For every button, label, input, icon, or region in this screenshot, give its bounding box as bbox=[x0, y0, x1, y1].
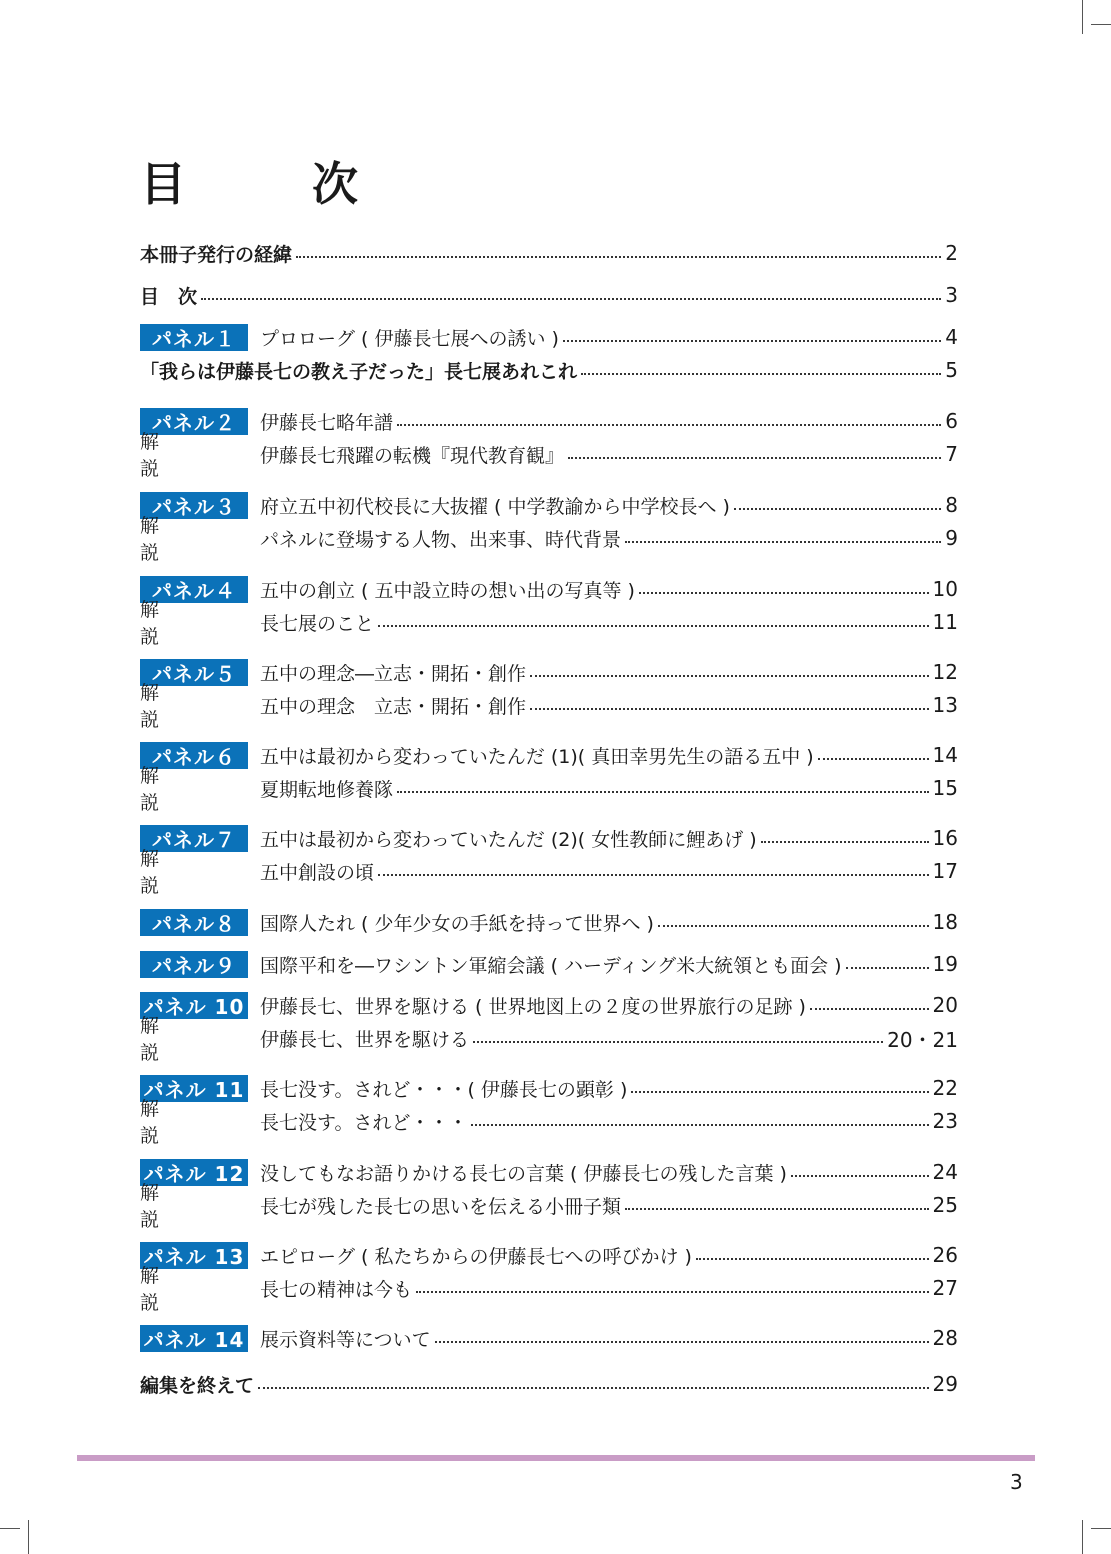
toc-entry-page: 18 bbox=[932, 910, 958, 934]
toc-entry-title: 五中の理念―立志・開拓・創作 bbox=[260, 662, 527, 685]
toc-entry[interactable] bbox=[140, 1157, 958, 1187]
kaisetsu-label: 解 説 bbox=[140, 431, 223, 480]
toc-entry-page: 5 bbox=[945, 358, 958, 382]
toc-entry[interactable] bbox=[140, 990, 958, 1020]
toc-entry-title: 国際平和を―ワシントン軍縮会議 ( ハーディング米大統領とも面会 ) bbox=[260, 954, 842, 977]
panel-badge: パネル８ bbox=[140, 909, 248, 936]
toc-entry[interactable] bbox=[140, 1240, 958, 1270]
toc-entry-title: 伊藤長七、世界を駆ける ( 世界地図上の２度の世界旅行の足跡 ) bbox=[260, 995, 806, 1018]
dot-leader bbox=[530, 708, 929, 710]
toc-entry[interactable] bbox=[140, 765, 958, 814]
toc-entry[interactable] bbox=[140, 1073, 958, 1103]
toc-entry-title: エピローグ ( 私たちからの伊藤長七への呼びかけ ) bbox=[260, 1245, 692, 1268]
toc-entry[interactable] bbox=[140, 848, 958, 897]
kaisetsu-label: 解 説 bbox=[140, 599, 223, 648]
toc-entry-title: 五中創設の頃 bbox=[260, 861, 375, 884]
toc-entry[interactable] bbox=[140, 490, 958, 520]
crop-mark bbox=[1082, 1520, 1083, 1554]
toc-entry-page: 15 bbox=[932, 776, 958, 800]
toc-entry-page: 25 bbox=[932, 1193, 958, 1217]
dot-leader bbox=[397, 791, 929, 793]
toc-entry[interactable] bbox=[140, 657, 958, 687]
panel-badge: パネル９ bbox=[140, 951, 248, 978]
toc-entry[interactable] bbox=[140, 431, 958, 480]
kaisetsu-label: 解 説 bbox=[140, 1015, 223, 1064]
toc-entry-title: 没してもなお語りかける長七の言葉 ( 伊藤長七の残した言葉 ) bbox=[260, 1162, 787, 1185]
crop-mark bbox=[1082, 0, 1083, 34]
toc-entry-page: 17 bbox=[932, 859, 958, 883]
dot-leader bbox=[296, 256, 941, 258]
dot-leader bbox=[761, 841, 929, 843]
dot-leader bbox=[658, 925, 929, 927]
crop-mark bbox=[0, 1528, 20, 1529]
panel-badge: パネル７ bbox=[140, 825, 248, 852]
crop-mark bbox=[1091, 1528, 1111, 1529]
dot-leader bbox=[568, 457, 941, 459]
toc-entry[interactable] bbox=[140, 574, 958, 604]
toc-entry-page: 6 bbox=[945, 409, 958, 433]
dot-leader bbox=[581, 373, 941, 375]
panel-badge: パネル２ bbox=[140, 408, 248, 435]
toc-entry-page: 8 bbox=[945, 493, 958, 517]
panel-badge: パネル 12 bbox=[140, 1159, 248, 1186]
panel-badge: パネル 13 bbox=[140, 1242, 248, 1269]
footer-rule bbox=[77, 1455, 1035, 1461]
toc-entry[interactable] bbox=[140, 322, 958, 352]
dot-leader bbox=[696, 1258, 929, 1260]
panel-badge: パネル 14 bbox=[140, 1325, 248, 1352]
toc-entry[interactable] bbox=[140, 238, 958, 268]
toc-entry-title: 国際人たれ ( 少年少女の手紙を持って世界へ ) bbox=[260, 912, 654, 935]
toc-entry-title: 長七没す。されど・・・ bbox=[260, 1111, 468, 1134]
dot-leader bbox=[416, 1291, 929, 1293]
dot-leader bbox=[625, 1208, 929, 1210]
kaisetsu-label: 解 説 bbox=[140, 765, 223, 814]
panel-badge: パネル 10 bbox=[140, 992, 248, 1019]
toc-entry-page: 14 bbox=[932, 743, 958, 767]
toc-entry-page: 20・21 bbox=[887, 1027, 958, 1052]
page-number: 3 bbox=[1010, 1470, 1023, 1494]
panel-badge: パネル６ bbox=[140, 742, 248, 769]
toc-entry-page: 3 bbox=[945, 283, 958, 307]
toc-entry-page: 7 bbox=[945, 442, 958, 466]
toc-entry[interactable] bbox=[140, 355, 958, 385]
toc-entry-title: 本冊子発行の経緯 bbox=[140, 243, 293, 266]
toc-entry[interactable] bbox=[140, 406, 958, 436]
dot-leader bbox=[631, 1091, 928, 1093]
toc-entry-title: 編集を終えて bbox=[140, 1374, 255, 1397]
panel-badge: パネル 11 bbox=[140, 1075, 248, 1102]
toc-entry-page: 26 bbox=[932, 1243, 958, 1267]
dot-leader bbox=[397, 424, 941, 426]
dot-leader bbox=[201, 298, 941, 300]
dot-leader bbox=[530, 675, 929, 677]
toc-entry-title: 府立五中初代校長に大抜擢 ( 中学教諭から中学校長へ ) bbox=[260, 495, 730, 518]
toc-entry-title: プロローグ ( 伊藤長七展への誘い ) bbox=[260, 327, 559, 350]
dot-leader bbox=[791, 1175, 929, 1177]
toc-entry-page: 19 bbox=[932, 952, 958, 976]
page-title: 目 次 bbox=[140, 157, 398, 211]
toc-entry[interactable] bbox=[140, 740, 958, 770]
toc-entry-title: 五中は最初から変わっていたんだ (1)( 真田幸男先生の語る五中 ) bbox=[260, 745, 814, 768]
toc-entry[interactable] bbox=[140, 823, 958, 853]
dot-leader bbox=[473, 1041, 883, 1043]
toc-entry-page: 16 bbox=[932, 826, 958, 850]
dot-leader bbox=[378, 625, 929, 627]
toc-entry-title: 五中は最初から変わっていたんだ (2)( 女性教師に鯉あげ ) bbox=[260, 828, 757, 851]
toc-entry-page: 10 bbox=[932, 577, 958, 601]
kaisetsu-label: 解 説 bbox=[140, 1098, 223, 1147]
toc-entry-page: 13 bbox=[932, 693, 958, 717]
toc-entry[interactable] bbox=[140, 1098, 958, 1147]
toc-entry[interactable] bbox=[140, 1323, 958, 1353]
toc-entry-page: 23 bbox=[932, 1109, 958, 1133]
toc-entry[interactable] bbox=[140, 515, 958, 564]
toc-entry-title: パネルに登場する人物、出来事、時代背景 bbox=[260, 528, 622, 551]
toc-entry-page: 12 bbox=[932, 660, 958, 684]
toc-entry-title: 長七の精神は今も bbox=[260, 1278, 413, 1301]
toc-entry-page: 29 bbox=[932, 1372, 958, 1396]
toc-entry-title: 伊藤長七飛躍の転機『現代教育観』 bbox=[260, 444, 565, 467]
toc-entry-page: 9 bbox=[945, 526, 958, 550]
kaisetsu-label: 解 説 bbox=[140, 848, 223, 897]
dot-leader bbox=[818, 758, 929, 760]
toc-entry-title: 夏期転地修養隊 bbox=[260, 778, 394, 801]
dot-leader bbox=[810, 1008, 929, 1010]
dot-leader bbox=[639, 592, 929, 594]
toc-entry-title: 五中の理念 立志・開拓・創作 bbox=[260, 695, 527, 718]
crop-mark bbox=[28, 1520, 29, 1554]
dot-leader bbox=[734, 508, 941, 510]
toc-entry-page: 2 bbox=[945, 241, 958, 265]
toc-entry-title: 展示資料等について bbox=[260, 1328, 431, 1351]
toc-entry-title: 伊藤長七略年譜 bbox=[260, 411, 394, 434]
toc-entry[interactable] bbox=[140, 949, 958, 979]
toc-entry-title: 五中の創立 ( 五中設立時の想い出の写真等 ) bbox=[260, 579, 635, 602]
crop-mark bbox=[1091, 24, 1111, 25]
panel-badge: パネル１ bbox=[140, 324, 248, 351]
dot-leader bbox=[471, 1124, 928, 1126]
kaisetsu-label: 解 説 bbox=[140, 1265, 223, 1314]
kaisetsu-label: 解 説 bbox=[140, 515, 223, 564]
dot-leader bbox=[563, 340, 941, 342]
toc-entry-title: 目 次 bbox=[140, 285, 198, 308]
dot-leader bbox=[378, 874, 929, 876]
toc-entry[interactable] bbox=[140, 1015, 958, 1064]
panel-badge: パネル５ bbox=[140, 659, 248, 686]
toc-entry-page: 28 bbox=[932, 1326, 958, 1350]
toc-entry[interactable] bbox=[140, 907, 958, 937]
toc-entry[interactable] bbox=[140, 1182, 958, 1231]
panel-badge: パネル３ bbox=[140, 492, 248, 519]
toc-entry-page: 24 bbox=[932, 1160, 958, 1184]
dot-leader bbox=[625, 541, 941, 543]
toc-entry-page: 22 bbox=[932, 1076, 958, 1100]
toc-entry-title: 長七没す。されど・・・( 伊藤長七の顕彰 ) bbox=[260, 1078, 628, 1101]
toc-entry[interactable] bbox=[140, 682, 958, 731]
toc-entry[interactable] bbox=[140, 280, 958, 310]
toc-entry-title: 長七展のこと bbox=[260, 612, 375, 635]
toc-entry-page: 11 bbox=[932, 610, 958, 634]
toc-entry-page: 20 bbox=[932, 993, 958, 1017]
toc-entry-page: 27 bbox=[932, 1276, 958, 1300]
kaisetsu-label: 解 説 bbox=[140, 682, 223, 731]
dot-leader bbox=[846, 967, 929, 969]
toc-entry[interactable] bbox=[140, 599, 958, 648]
panel-badge: パネル４ bbox=[140, 576, 248, 603]
dot-leader bbox=[435, 1341, 929, 1343]
kaisetsu-label: 解 説 bbox=[140, 1182, 223, 1231]
toc-entry-title: 長七が残した長七の思いを伝える小冊子類 bbox=[260, 1195, 622, 1218]
toc-entry[interactable] bbox=[140, 1265, 958, 1314]
toc-entry[interactable] bbox=[140, 1369, 958, 1399]
toc-entry-title: 「我らは伊藤長七の教え子だった」長七展あれこれ bbox=[140, 360, 578, 383]
toc-entry-page: 4 bbox=[945, 325, 958, 349]
toc-entry-title: 伊藤長七、世界を駆ける bbox=[260, 1028, 470, 1051]
dot-leader bbox=[258, 1387, 929, 1389]
